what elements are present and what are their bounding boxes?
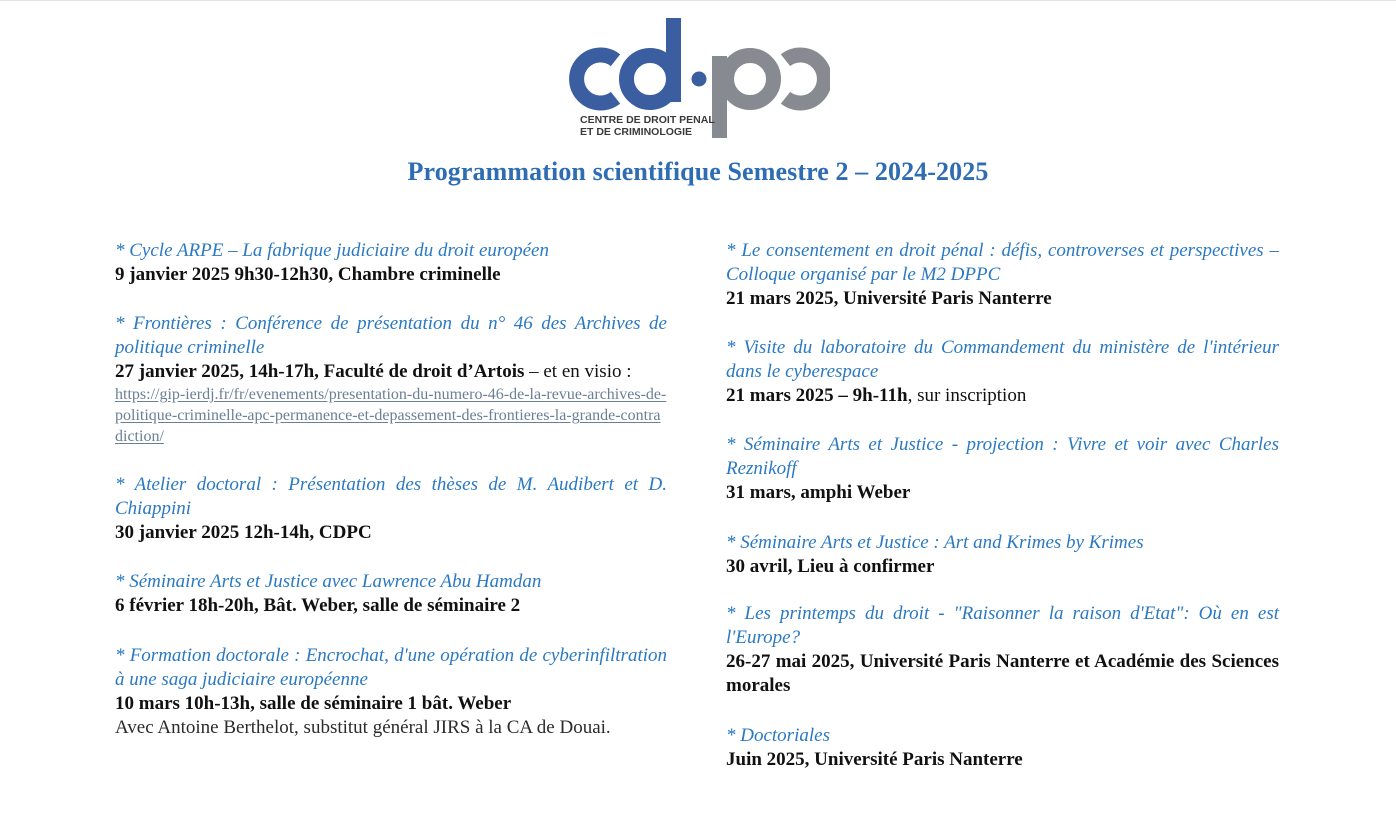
event-link[interactable]: https://gip-ierdj.fr/fr/evenements/presentation-du-numero-46-de-la-revue-archives-de-politique-criminelle-apc-permanence-et-depassement-des-frontieres-la-grande-contradiction/ — [115, 386, 667, 445]
event-date: 26-27 mai 2025, Université Paris Nanterre et Académie des Sciences morales — [726, 651, 1279, 696]
event-formation-encrochat — [115, 644, 667, 740]
event-date: 6 février 18h-20h, Bât. Weber, salle de séminaire 2 — [115, 595, 521, 616]
event-date — [726, 384, 1279, 408]
event-title: * Séminaire Arts et Justice avec Lawrence Abu Hamdan — [115, 571, 542, 592]
event-date: 10 mars 10h-13h, salle de séminaire 1 bât. Weber — [115, 693, 512, 714]
event-date: 21 mars 2025, Université Paris Nanterre — [726, 288, 1052, 309]
event-title: * Visite du laboratoire du Commandement du ministère de l'intérieur dans le cyberespace — [726, 337, 1279, 382]
event-atelier-doctoral — [115, 473, 667, 570]
event-title: * Atelier doctoral : Présentation des thèses de M. Audibert et D. Chiappini — [115, 474, 667, 519]
left-column — [115, 239, 667, 740]
event-visite-laboratoire — [726, 336, 1279, 433]
event-date: 9 janvier 2025 9h30-12h30, Chambre criminelle — [115, 264, 501, 285]
cdpc-logo — [566, 16, 830, 140]
event-date-extra: – et en visio : — [524, 361, 632, 382]
cdpc-logo-mark — [566, 16, 830, 140]
event-title: * Séminaire Arts et Justice : Art and Krimes by Krimes — [726, 532, 1144, 553]
event-projection-reznikoff — [726, 433, 1279, 531]
event-title: * Le consentement en droit pénal : défis, controverses et perspectives – Colloque organisé par le M2 DPPC — [726, 240, 1279, 285]
right-column — [726, 239, 1279, 772]
event-frontieres — [115, 312, 667, 473]
logo-subtitle-line1: CENTRE DE DROIT PENAL — [580, 114, 715, 126]
event-title: * Frontières : Conférence de présentation du n° 46 des Archives de politique criminelle — [115, 313, 667, 358]
event-date: 30 avril, Lieu à confirmer — [726, 556, 935, 577]
event-title: * Les printemps du droit - "Raisonner la raison d'Etat": Où en est l'Europe? — [726, 603, 1279, 648]
page-title: Programmation scientifique Semestre 2 – 2024-2025 — [407, 157, 989, 186]
event-date-bold: 21 mars 2025 – 9h-11h — [726, 385, 908, 406]
event-date: Juin 2025, Université Paris Nanterre — [726, 749, 1023, 770]
event-date-extra: , sur inscription — [907, 385, 1027, 406]
event-note: Avec Antoine Berthelot, substitut général JIRS à la CA de Douai. — [115, 717, 611, 738]
event-cycle-arpe — [115, 239, 667, 312]
event-printemps-du-droit — [726, 602, 1279, 724]
event-date: 30 janvier 2025 12h-14h, CDPC — [115, 522, 372, 543]
event-doctoriales — [726, 724, 1279, 772]
event-title: * Séminaire Arts et Justice - projection : Vivre et voir avec Charles Reznikoff — [726, 434, 1279, 479]
event-title: * Formation doctorale : Encrochat, d'une opération de cyberinfiltration à une saga judiciaire européenne — [115, 645, 667, 690]
logo-subtitle-line2: ET DE CRIMINOLOGIE — [580, 126, 693, 138]
event-date — [115, 360, 667, 384]
event-date-bold: 27 janvier 2025, 14h-17h, Faculté de droit d’Artois — [115, 361, 525, 382]
event-date: 31 mars, amphi Weber — [726, 482, 911, 503]
event-art-and-krimes — [726, 531, 1279, 602]
top-border — [0, 0, 1396, 1]
event-seminaire-abu-hamdan — [115, 570, 667, 644]
event-title: * Doctoriales — [726, 725, 830, 746]
event-consentement — [726, 239, 1279, 336]
event-title: * Cycle ARPE – La fabrique judiciaire du droit européen — [115, 240, 549, 261]
